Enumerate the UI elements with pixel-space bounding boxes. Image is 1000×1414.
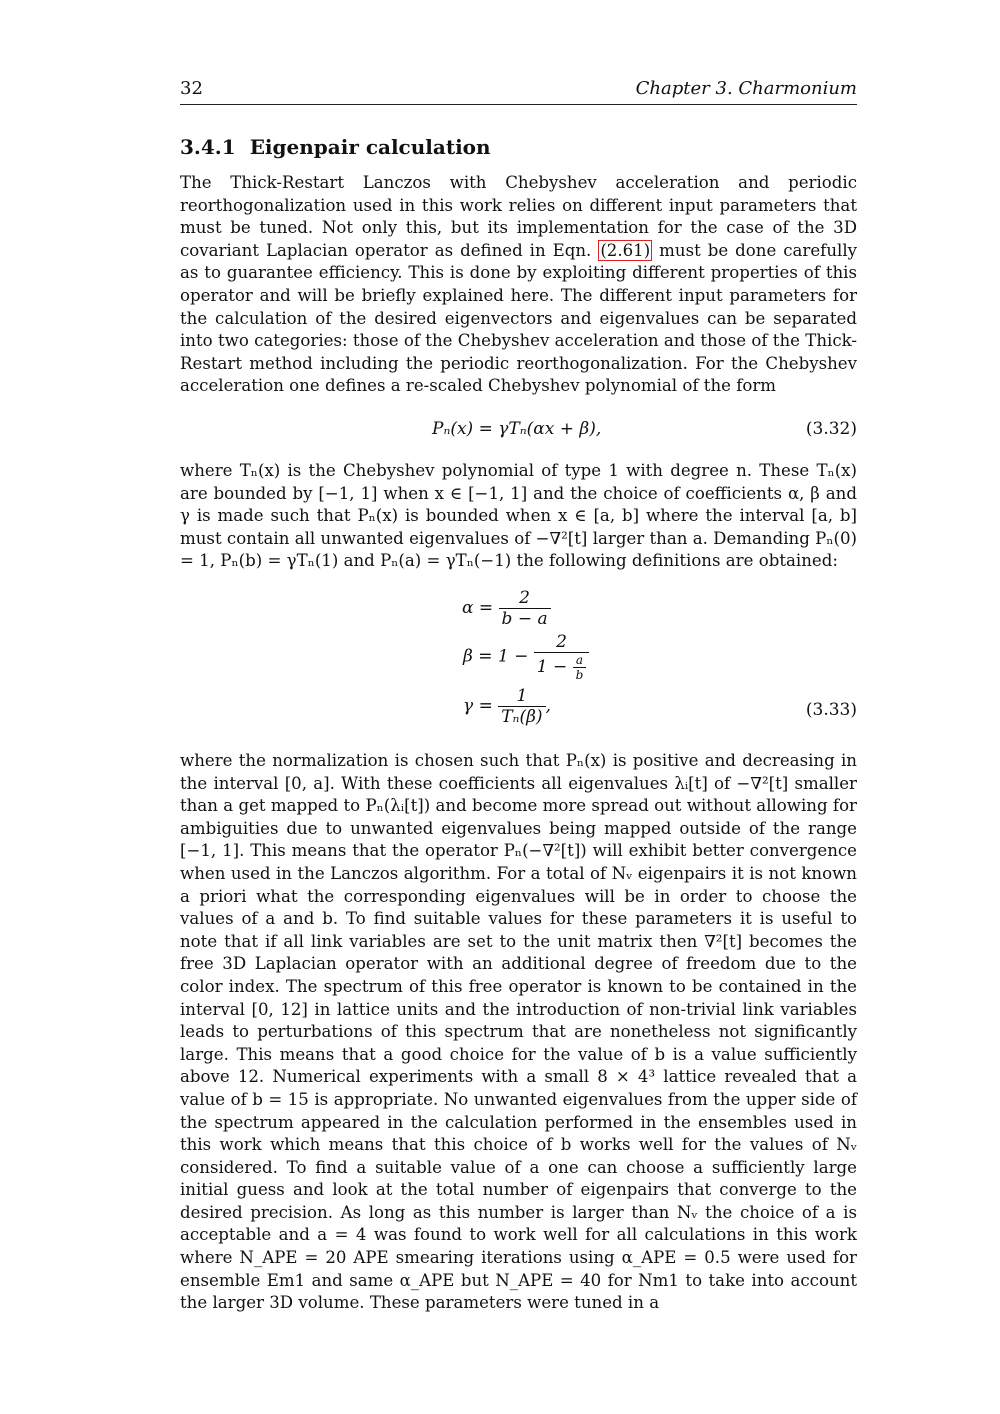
paragraph-intro	[180, 172, 857, 398]
section-heading	[180, 135, 491, 159]
alpha-definition	[462, 588, 551, 629]
alpha-lhs: α =	[462, 598, 494, 618]
a-numerator: a	[575, 653, 584, 667]
paragraph-text: The Thick-Restart Lanczos with Chebyshev acceleration and periodic reorthogonalization used in this work relies on different input parameters that must be tuned. Not only this, but its implementation for the case of the 3D covariant Laplacian operator as defined in Eqn.	[180, 173, 857, 260]
gamma-fraction	[498, 686, 545, 727]
alpha-denominator: b − a	[499, 608, 551, 629]
beta-definition	[463, 632, 589, 682]
equation-3-32	[180, 419, 857, 447]
paragraph-discussion	[180, 750, 857, 1315]
a-over-b-fraction	[573, 653, 587, 682]
alpha-fraction	[499, 588, 551, 629]
running-header	[180, 78, 857, 105]
section-number: 3.4.1	[180, 135, 236, 159]
gamma-tail: ,	[545, 696, 551, 716]
beta-den-prefix: 1 −	[536, 657, 568, 677]
page-number: 32	[180, 78, 203, 99]
beta-fraction	[534, 632, 590, 682]
chapter-title: Chapter 3. Charmonium	[635, 78, 857, 99]
equation-reference-link[interactable]: (2.61)	[600, 240, 651, 260]
gamma-definition	[463, 686, 551, 727]
beta-denominator	[534, 652, 590, 682]
gamma-numerator: 1	[516, 686, 528, 706]
equation-expression: Pₙ(x) = γTₙ(αx + β),	[432, 419, 602, 439]
paragraph-text: where Tₙ(x) is the Chebyshev polynomial of type 1 with degree n. These Tₙ(x) are bounded by [−1, 1] when x ∈ [−1, 1] and the choice of coefficients α, β and γ is made such that Pₙ(x) is bounded when x ∈ [a, b] where the interval [a, b] must contain all unwanted eigenvalues of −∇²[t] larger than a. Demanding Pₙ(0) = 1, Pₙ(b) = γTₙ(1) and Pₙ(a) = γTₙ(−1) the following definitions are obtained:	[180, 461, 857, 571]
equation-3-33	[180, 588, 857, 738]
paragraph-text: must be done carefully as to guarantee efficiency. This is done by exploiting different properties of this operator and will be briefly explained here. The different input parameters for the calculation of the desired eigenvectors and eigenvalues can be separated into two categories: those of the Chebyshev acceleration and those of the Thick-Restart method including the periodic reorthogonalization. For the Chebyshev acceleration one defines a re-scaled Chebyshev polynomial of the form	[180, 240, 858, 396]
beta-numerator: 2	[556, 632, 567, 652]
paragraph-bounds	[180, 460, 857, 573]
b-denominator: b	[573, 667, 587, 682]
equation-number: (3.33)	[805, 700, 857, 720]
paragraph-text: where the normalization is chosen such that Pₙ(x) is positive and decreasing in the interval [0, a]. With these coefficients all eigenvalues λᵢ[t] of −∇²[t] smaller than a get mapped to Pₙ(λᵢ[t]) and become more spread out without allowing for ambiguities due to unwanted eigenvalues being mapped outside of the range [−1, 1]. This means that the operator Pₙ(−∇²[t]) will exhibit better convergence when used in the Lanczos algorithm. For a total of Nᵥ eigenpairs it is not known a priori what the corresponding eigenvalues will be in order to choose the values of a and b. To find suitable values for these parameters it is useful to note that if all link variables are set to the unit matrix then ∇²[t] becomes the free 3D Laplacian operator with an additional degree of freedom due to the color index. The spectrum of this free operator is known to be contained in the interval [0, 12] in lattice units and the introduction of non-trivial link variables leads to perturbations of this spectrum that are nonetheless not significantly large. This means that a good choice for the value of b is a value sufficiently above 12. Numerical experiments with a small 8 × 4³ lattice revealed that a value of b = 15 is appropriate. No unwanted eigenvalues from the upper side of the spectrum appeared in the calculation performed in the ensembles used in this work which means that this choice of b works well for the values of Nᵥ considered. To find a suitable value of a one can choose a sufficiently large initial guess and look at the total number of eigenpairs that converge to the desired precision. As long as this number is larger than Nᵥ the choice of a is acceptable and a = 4 was found to work well for all calculations in this work where N_APE = 20 APE smearing iterations using α_APE = 0.5 were used for ensemble Em1 and same α_APE but N_APE = 40 for Nm1 to take into account the larger 3D volume. These parameters were tuned in a	[180, 751, 857, 1313]
gamma-denominator: Tₙ(β)	[498, 706, 545, 727]
gamma-lhs: γ =	[463, 696, 493, 716]
section-title: Eigenpair calculation	[249, 135, 491, 159]
equation-number: (3.32)	[805, 419, 857, 439]
beta-lhs: β = 1 −	[463, 646, 529, 667]
alpha-numerator: 2	[519, 588, 530, 608]
